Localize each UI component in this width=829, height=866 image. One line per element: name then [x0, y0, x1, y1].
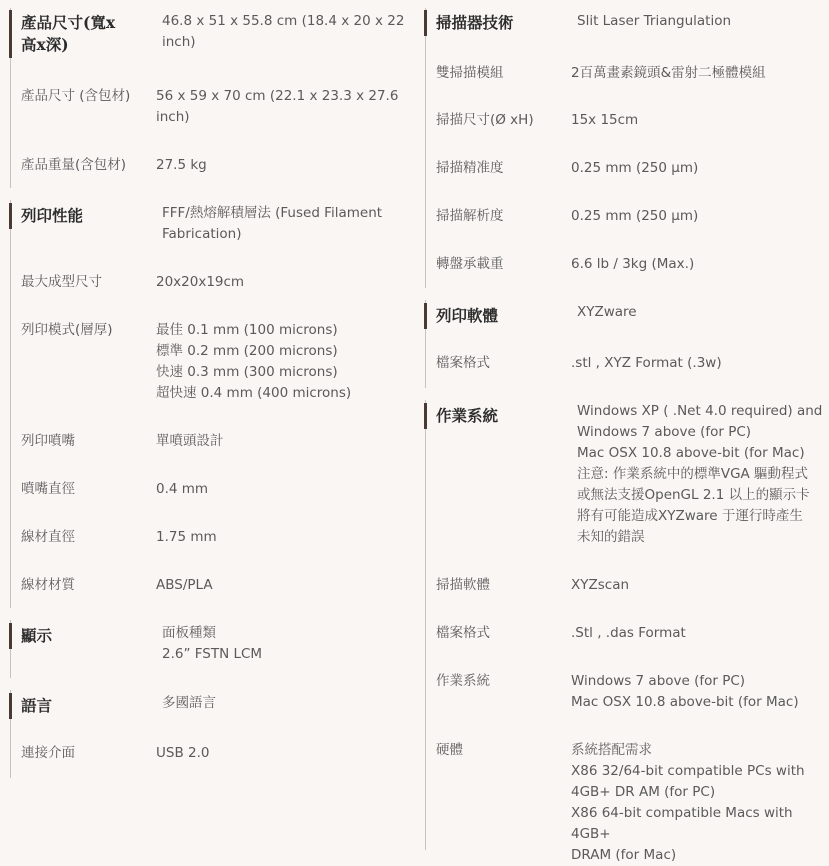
section-header-language: 語言 — [21, 696, 53, 715]
section-accent — [9, 10, 12, 58]
spec-label: 連接介面 — [21, 745, 75, 761]
section-header-display: 顯示 — [21, 626, 53, 645]
section-accent — [9, 203, 12, 229]
spec-value: 27.5 kg — [156, 157, 207, 173]
spec-value: XYZscan — [571, 577, 630, 593]
spec-value: .Stl , .das Format — [571, 625, 686, 641]
spec-label: 作業系統 — [436, 673, 490, 689]
section-divider — [10, 200, 11, 608]
spec-label: 硬體 — [436, 742, 463, 758]
spec-value: 0.25 mm (250 µm) — [571, 208, 699, 224]
spec-value: 最佳 0.1 mm (100 microns) 標準 0.2 mm (200 microns) 快速 0.3 mm (300 microns) 超快速 0.4 mm (400 microns) — [156, 322, 352, 401]
spec-value: Windows 7 above (for PC) Mac OSX 10.8 above-bit (for Mac) — [571, 673, 799, 710]
section-divider — [425, 8, 426, 288]
spec-value: 6.6 lb / 3kg (Max.) — [571, 256, 695, 272]
spec-value: USB 2.0 — [156, 745, 210, 761]
spec-label: 掃描解析度 — [436, 208, 504, 224]
section-accent — [424, 10, 427, 36]
section-accent — [9, 693, 12, 719]
spec-label: 掃描軟體 — [436, 577, 490, 593]
spec-label: 掃描尺寸(Ø xH) — [436, 112, 534, 128]
spec-value: 0.25 mm (250 µm) — [571, 160, 699, 176]
spec-value: 單噴頭設計 — [156, 433, 224, 449]
spec-value: 46.8 x 51 x 55.8 cm (18.4 x 20 x 22 inch) — [162, 13, 405, 50]
spec-value: ABS/PLA — [156, 577, 213, 593]
spec-value: 56 x 59 x 70 cm (22.1 x 23.3 x 27.6 inch) — [156, 88, 399, 125]
spec-value: 多國語言 — [162, 695, 216, 711]
spec-label: 線材直徑 — [21, 529, 75, 545]
spec-label: 檔案格式 — [436, 355, 490, 371]
spec-label: 產品重量(含包材) — [21, 157, 127, 173]
spec-value: 20x20x19cm — [156, 274, 245, 290]
spec-label: 檔案格式 — [436, 625, 490, 641]
spec-label: 雙掃描模組 — [436, 65, 504, 81]
spec-value: 0.4 mm — [156, 481, 209, 497]
section-accent — [9, 623, 12, 649]
section-header-dimensions: 產品尺寸(寬x 高x深) — [21, 13, 116, 54]
section-accent — [424, 303, 427, 329]
section-divider — [425, 400, 426, 850]
section-header-operating-system: 作業系統 — [436, 406, 499, 425]
spec-label: 列印模式(層厚) — [21, 322, 113, 338]
spec-value: 15x 15cm — [571, 112, 639, 128]
spec-value: Windows XP ( .Net 4.0 required) and Windows 7 above (for PC) Mac OSX 10.8 above-bit (for Mac) 注意: 作業系統中的標準VGA 驅動程式 或無法支援OpenGL 2.1 以上的顯示卡 將有可能造成XYZware 于運行時產生 未知的錯誤 — [577, 403, 823, 545]
spec-label: 掃描精准度 — [436, 160, 504, 176]
spec-value: 2百萬畫素鏡頭&雷射二極體模組 — [571, 65, 766, 81]
spec-label: 轉盤承載重 — [436, 256, 504, 272]
spec-value: FFF/熱熔解積層法 (Fused Filament Fabrication) — [162, 205, 383, 242]
spec-label: 列印噴嘴 — [21, 433, 75, 449]
spec-value: Slit Laser Triangulation — [577, 13, 732, 29]
section-accent — [424, 403, 427, 429]
spec-value: 1.75 mm — [156, 529, 217, 545]
spec-value: 系統搭配需求 X86 32/64-bit compatible PCs with 4GB+ DR AM (for PC) X86 64-bit compatible Macs with 4GB+ DRAM (for Mac) — [571, 742, 805, 863]
spec-label: 噴嘴直徑 — [21, 481, 75, 497]
spec-label: 產品尺寸 (含包材) — [21, 88, 131, 104]
spec-value: 面板種類 2.6” FSTN LCM — [162, 625, 263, 662]
section-header-print-software: 列印軟體 — [436, 306, 499, 325]
spec-value: .stl , XYZ Format (.3w) — [571, 355, 722, 371]
spec-label: 最大成型尺寸 — [21, 274, 102, 290]
section-header-print-performance: 列印性能 — [21, 206, 84, 225]
spec-value: XYZware — [577, 304, 637, 320]
spec-label: 線材材質 — [21, 577, 75, 593]
section-header-scanner-technology: 掃描器技術 — [436, 13, 514, 32]
